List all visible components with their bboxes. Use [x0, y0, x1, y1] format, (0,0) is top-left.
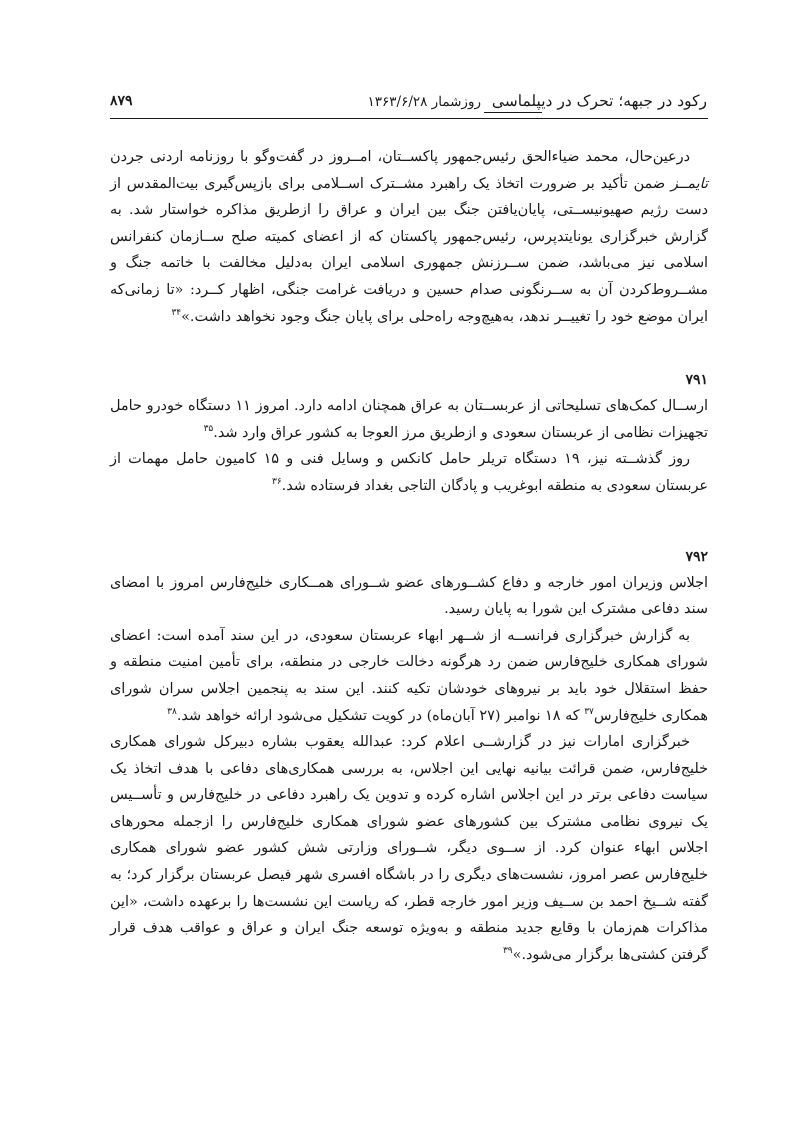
chapter-title: رکود در جبهه؛ تحرک در دیپلماسی: [491, 92, 707, 110]
entry-number: ۷۹۱: [685, 372, 708, 389]
page-number: ۸۷۹: [110, 93, 133, 109]
paragraph-text: روز گذشــته نیز، ۱۹ دستگاه تریلر حامل کانکس و وسایل فنی و ۱۵ کامیون حامل مهمات از عربستان سعودی به منطقه ابوغریب و پادگان التاجی بغداد فرستاده شد.: [110, 451, 708, 494]
entry-paragraph: [110, 729, 708, 968]
header-divider: [110, 118, 708, 119]
newspaper-name: تایمــز: [670, 175, 708, 192]
running-header: [110, 90, 707, 120]
entry-paragraph: [110, 623, 708, 729]
footnote-ref: ۳۸: [167, 706, 177, 717]
intro-text-1: درعین‌حال، محمد ضیاءالحق رئیس‌جمهور پاکســتان، امــروز در گفت‌وگو با روزنامه اردنی جردن: [110, 149, 690, 165]
paragraph-text: ارســال کمک‌های تسلیحاتی از عربســتان به عراق همچنان ادامه دارد. امروز ۱۱ دستگاه خودرو حامل تجهیزات نظامی از عربستان سعودی و ازطریق مرز العوجا به کشور عراق وارد شد.: [110, 398, 708, 441]
body-text: [110, 144, 708, 968]
chronicle-date: روزشمار ۱۳۶۳/۶/۲۸: [367, 94, 481, 110]
footnote-ref: ۳۹: [502, 946, 513, 957]
paragraph-text: به گزارش خبرگزاری فرانســه از شــهر ابهاء عربستان سعودی، در این سند آمده است: اعضای شورای همکاری خلیج‌فارس ضمن رد هرگونه دخالت خارجی در منطقه، برای تأمین امنیت منطقه و حفظ استقلال خود باید بر نیروهای خودشان تکیه کنند. این سند به پنجمین اجلاس سران شورای همکاری خلیج‌فارس: [110, 627, 708, 724]
paragraph-text: خبرگزاری امارات نیز در گزارشــی اعلام کرد: عبدالله یعقوب بشاره دبیرکل شورای همکاری خلیج‌فارس، ضمن قرائت بیانیه نهایی این اجلاس، به بررسی همکاری‌های دفاعی با هدف اتخاذ یک سیاست دفاعی برتر در این اجلاس اشاره کرده و تدوین یک راهبرد دفاعی در خلیج‌فارس و تأســیس یک نیروی نظامی مشترک بین کشورهای عضو شورای همکاری خلیج‌فارس را ازجمله محورهای اجلاس ابهاء عنوان کرد. از ســوی دیگر، شــورای وزارتی شش کشور عضو شورای همکاری خلیج‌فارس عصر امروز، نشست‌های دیگری را در باشگاه افسری شهر فیصل عربستان برگزار کرد؛ به گفته شــیخ احمد بن ســیف وزیر امور خارجه قطر، که ریاست این نشست‌ها را برعهده داشت، «این مذاکرات هم‌زمان با وقایع جدید منطقه و به‌ویژه توسعه جنگ ایران و عراق و عواقب هدف قرار گرفتن کشتی‌ها برگزار می‌شود.»: [110, 734, 708, 963]
footnote-ref: ۳۷: [584, 706, 594, 717]
intro-paragraph: [110, 144, 708, 330]
entry-paragraph: [110, 393, 708, 446]
footnote-ref: ۳۴: [171, 307, 182, 318]
entry-paragraph: [110, 446, 708, 499]
paragraph-text: که ۱۸ نوامبر (۲۷ آبان‌ماه) در کویت تشکیل می‌شود ارائه خواهد شد.: [176, 707, 585, 724]
footnote-ref: ۳۵: [203, 423, 214, 434]
entry-paragraph: اجلاس وزیران امور خارجه و دفاع کشــورهای عضو شــورای همــکاری خلیج‌فارس امروز با امضای سند دفاعی مشترک این شورا به پایان رسید.: [110, 574, 708, 618]
entry-number: ۷۹۲: [685, 548, 708, 565]
footnote-ref: ۳۶: [272, 477, 282, 488]
intro-text-2: ضمن تأکید بر ضرورت اتخاذ یک راهبرد مشــترک اســلامی برای بازپس‌گیری بیت‌المقدس از دست رژیم صهیونیســتی، پایان‌یافتن جنگ بین ایران و عراق را ازطریق مذاکره خواستار شد. به گزارش خبرگزاری یونایتدپرس، رئیس‌جمهور پاکستان که از اعضای کمیته صلح ســازمان کنفرانس اسلامی نیز می‌باشد، ضمن ســرزنش جمهوری اسلامی ایران به‌دلیل مخالفت با خاتمه جنگ و مشــروط‌کردن آن به ســرنگونی صدام حسین و دریافت غرامت جنگی، اظهار کــرد: «تا زمانی‌که ایران موضع خود را تغییــر ندهد، به‌هیچ‌وجه راه‌حلی برای پایان جنگ وجود نخواهد داشت.»: [110, 175, 708, 325]
header-rule: [484, 112, 542, 113]
